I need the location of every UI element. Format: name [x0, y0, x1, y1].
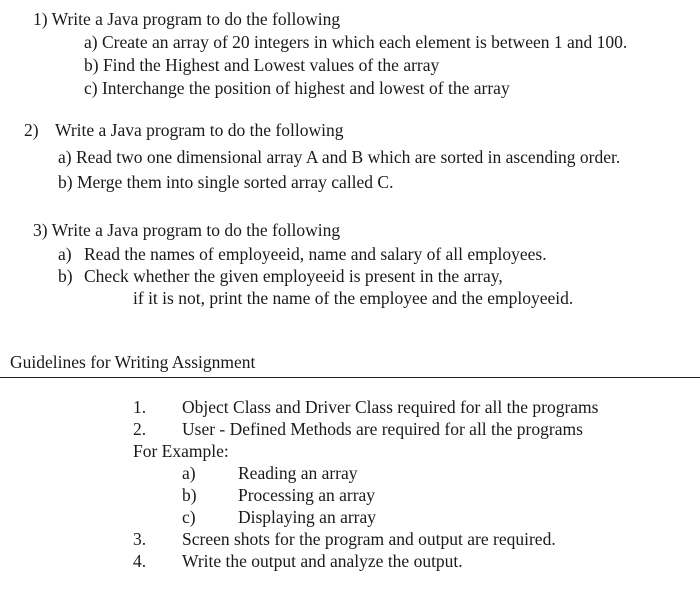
guideline-4-number: 4.: [133, 551, 147, 571]
guideline-3-number: 3.: [133, 529, 147, 549]
example-b: Processing an array: [238, 485, 376, 505]
q2-item-a: a) Read two one dimensional array A and B which are sorted in ascending order.: [58, 147, 621, 167]
q2-heading: Write a Java program to do the following: [55, 120, 344, 140]
q3-item-a-number: a): [58, 244, 72, 264]
q3-item-a: Read the names of employeeid, name and salary of all employees.: [84, 244, 547, 264]
guideline-2-number: 2.: [133, 419, 147, 439]
guideline-2: User - Defined Methods are required for all the programs: [182, 419, 583, 439]
q2-heading-number: 2): [24, 120, 39, 140]
example-b-number: b): [182, 485, 197, 505]
q3-heading: 3) Write a Java program to do the following: [33, 220, 341, 240]
q1-item-c: c) Interchange the position of highest and lowest of the array: [84, 78, 510, 98]
example-c: Displaying an array: [238, 507, 377, 527]
example-a: Reading an array: [238, 463, 358, 483]
q1-item-b: b) Find the Highest and Lowest values of the array: [84, 55, 440, 75]
q3-item-b: Check whether the given employeeid is present in the array,: [84, 266, 503, 286]
q2-item-b: b) Merge them into single sorted array called C.: [58, 172, 394, 192]
q3-item-b-continuation: if it is not, print the name of the employee and the employeeid.: [133, 288, 574, 308]
guideline-4: Write the output and analyze the output.: [182, 551, 463, 571]
example-c-number: c): [182, 507, 196, 527]
section-divider: [0, 377, 700, 378]
guideline-1-number: 1.: [133, 397, 147, 417]
q3-item-b-number: b): [58, 266, 73, 286]
guidelines-title: Guidelines for Writing Assignment: [10, 352, 256, 372]
guideline-1: Object Class and Driver Class required for all the programs: [182, 397, 599, 417]
q1-item-a: a) Create an array of 20 integers in which each element is between 1 and 100.: [84, 32, 628, 52]
example-label: For Example:: [133, 441, 229, 461]
example-a-number: a): [182, 463, 196, 483]
guideline-3: Screen shots for the program and output are required.: [182, 529, 556, 549]
q1-heading: 1) Write a Java program to do the following: [33, 9, 341, 29]
